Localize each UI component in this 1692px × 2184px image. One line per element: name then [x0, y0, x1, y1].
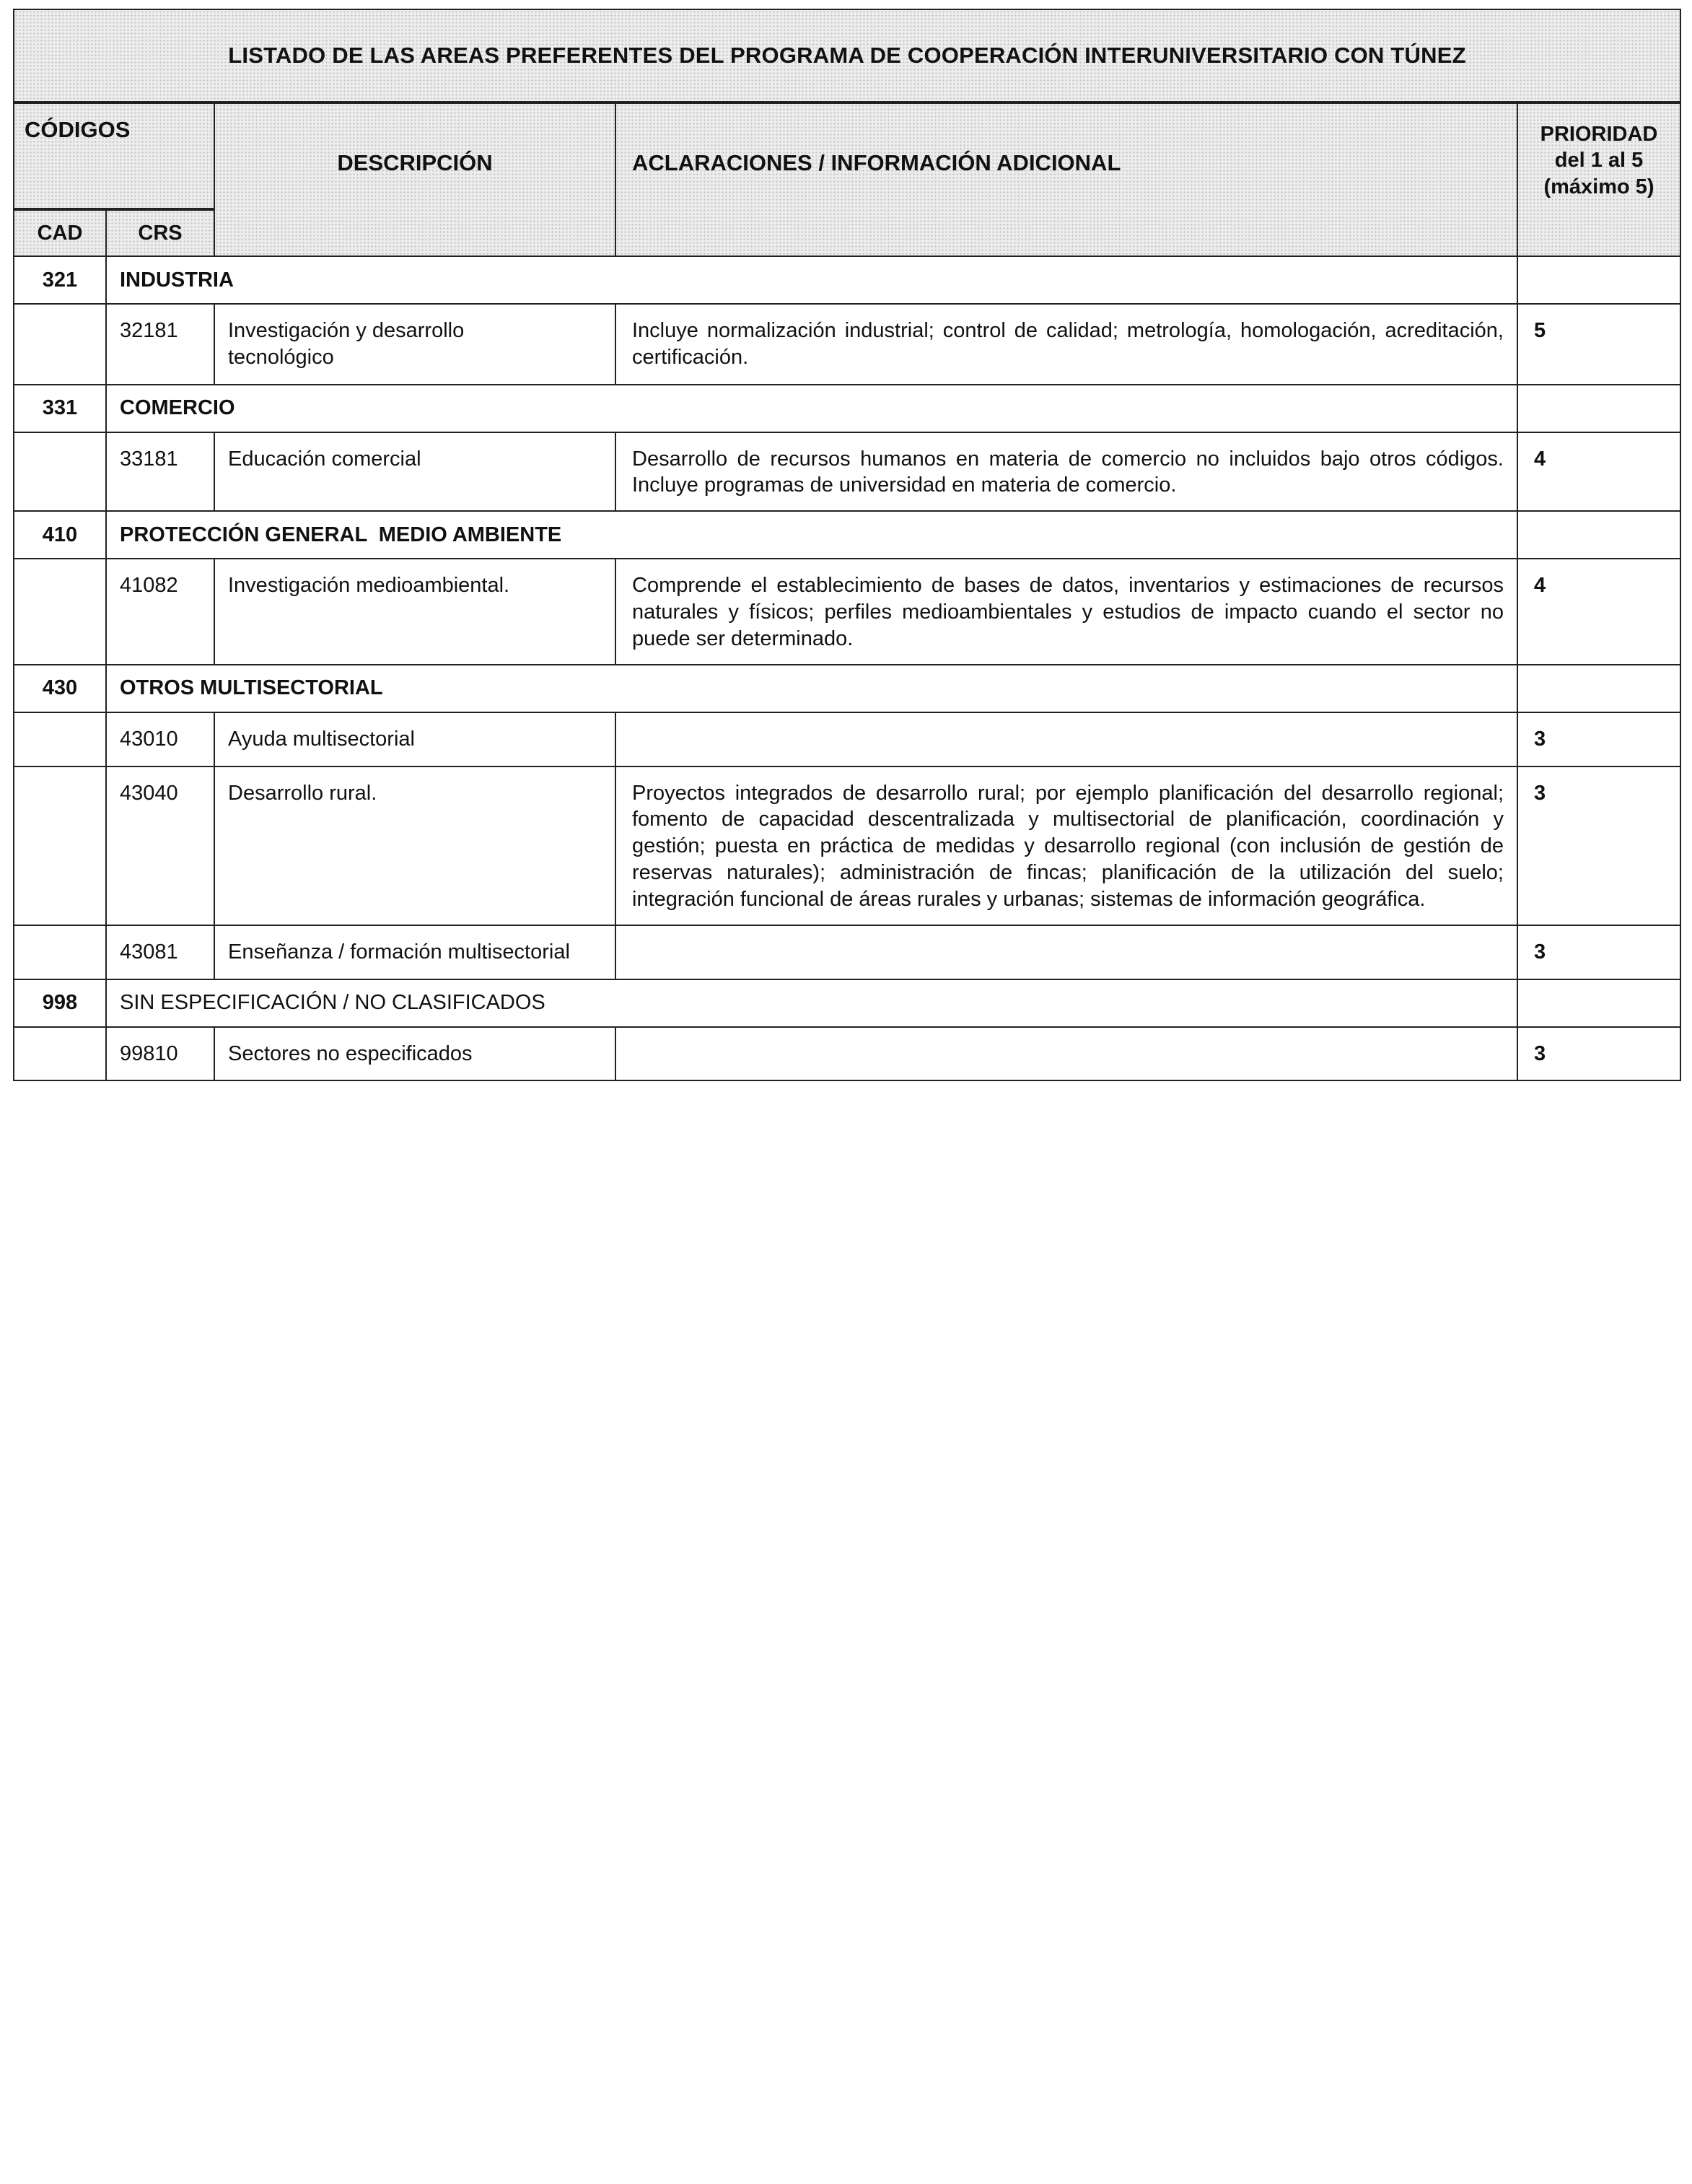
- cad-empty-cell: [14, 766, 106, 925]
- section-row-321: [14, 256, 1680, 304]
- descripcion-cell: Ayuda multisectorial: [214, 712, 615, 766]
- descripcion-cell: Educación comercial: [214, 432, 615, 512]
- aclaracion-cell: [615, 925, 1517, 979]
- header-prioridad: [1517, 102, 1680, 256]
- table-row: [14, 304, 1680, 385]
- table-row: [14, 925, 1680, 979]
- section-prioridad-empty: [1517, 256, 1680, 304]
- crs-code: 43010: [106, 712, 214, 766]
- section-cad-code: 331: [14, 385, 106, 432]
- descripcion-cell: [214, 304, 615, 385]
- header-row-top: [14, 102, 1680, 209]
- cad-empty-cell: [14, 712, 106, 766]
- descripcion-cell: Sectores no especificados: [214, 1027, 615, 1081]
- section-row-331: [14, 385, 1680, 432]
- aclaracion-cell: Proyectos integrados de desarrollo rural; por ejemplo planificación del desarrollo regional; fomento de capacidad descentralizada y multisectorial de planificación, coordinación y gestión; puesta en práctica de medidas y desarrollo regional (con inclusión de gestión de reservas naturales); administración de fincas; planificación de la utilización del suelo; integración funcional de áreas rurales y urbanas; sistemas de información geográfica.: [615, 766, 1517, 925]
- header-descripcion: DESCRIPCIÓN: [214, 102, 615, 256]
- descripcion-cell: Investigación medioambiental.: [214, 559, 615, 664]
- cad-empty-cell: [14, 559, 106, 664]
- section-prioridad-empty: [1517, 511, 1680, 559]
- crs-code: 41082: [106, 559, 214, 664]
- aclaracion-cell: [615, 1027, 1517, 1081]
- prioridad-value: 5: [1517, 304, 1680, 385]
- prioridad-value: 4: [1517, 432, 1680, 512]
- section-name: INDUSTRIA: [106, 256, 1517, 304]
- crs-code: 32181: [106, 304, 214, 385]
- crs-code: 43040: [106, 766, 214, 925]
- priority-areas-table: [13, 9, 1681, 1081]
- section-name: COMERCIO: [106, 385, 1517, 432]
- descripcion-line1: Investigación y desarrollo: [228, 319, 465, 342]
- header-codigos: CÓDIGOS: [14, 102, 214, 209]
- prioridad-value: 3: [1517, 925, 1680, 979]
- header-aclaraciones: ACLARACIONES / INFORMACIÓN ADICIONAL: [615, 102, 1517, 256]
- cad-empty-cell: [14, 925, 106, 979]
- header-crs: CRS: [106, 209, 214, 256]
- table-row: [14, 712, 1680, 766]
- section-prioridad-empty: [1517, 665, 1680, 712]
- prioridad-value: 3: [1517, 1027, 1680, 1081]
- header-prioridad-line2: del 1 al 5: [1554, 149, 1644, 172]
- descripcion-cell: Desarrollo rural.: [214, 766, 615, 925]
- prioridad-value: 4: [1517, 559, 1680, 664]
- section-prioridad-empty: [1517, 979, 1680, 1027]
- table-row: [14, 766, 1680, 925]
- cad-empty-cell: [14, 432, 106, 512]
- table-row: [14, 1027, 1680, 1081]
- aclaracion-cell: Desarrollo de recursos humanos en materia de comercio no incluidos bajo otros códigos. Incluye programas de universidad en materia de comercio.: [615, 432, 1517, 512]
- document-title: LISTADO DE LAS AREAS PREFERENTES DEL PROGRAMA DE COOPERACIÓN INTERUNIVERSITARIO CON TÚNEZ: [14, 9, 1680, 102]
- aclaracion-cell: [615, 712, 1517, 766]
- section-row-998: [14, 979, 1680, 1027]
- section-name: SIN ESPECIFICACIÓN / NO CLASIFICADOS: [106, 979, 1517, 1027]
- header-cad: CAD: [14, 209, 106, 256]
- crs-code: 33181: [106, 432, 214, 512]
- cad-empty-cell: [14, 1027, 106, 1081]
- section-cad-code: 410: [14, 511, 106, 559]
- section-cad-code: 430: [14, 665, 106, 712]
- section-cad-code: 321: [14, 256, 106, 304]
- section-cad-code: 998: [14, 979, 106, 1027]
- prioridad-value: 3: [1517, 712, 1680, 766]
- header-prioridad-line1: PRIORIDAD: [1540, 123, 1658, 146]
- cad-empty-cell: [14, 304, 106, 385]
- crs-code: 99810: [106, 1027, 214, 1081]
- prioridad-value: 3: [1517, 766, 1680, 925]
- section-prioridad-empty: [1517, 385, 1680, 432]
- section-row-410: [14, 511, 1680, 559]
- descripcion-cell: Enseñanza / formación multisectorial: [214, 925, 615, 979]
- table-row: [14, 559, 1680, 664]
- aclaracion-cell: Comprende el establecimiento de bases de datos, inventarios y estimaciones de recursos naturales y físicos; perfiles medioambientales y estudios de impacto cuando el sector no puede ser determinado.: [615, 559, 1517, 664]
- table-row: [14, 432, 1680, 512]
- section-name: OTROS MULTISECTORIAL: [106, 665, 1517, 712]
- descripcion-line2: tecnológico: [228, 345, 334, 369]
- header-prioridad-line3: (máximo 5): [1543, 175, 1654, 198]
- section-row-430: [14, 665, 1680, 712]
- section-name: PROTECCIÓN GENERAL MEDIO AMBIENTE: [106, 511, 1517, 559]
- aclaracion-cell: Incluye normalización industrial; control de calidad; metrología, homologación, acreditación, certificación.: [615, 304, 1517, 385]
- crs-code: 43081: [106, 925, 214, 979]
- title-row: [14, 9, 1680, 102]
